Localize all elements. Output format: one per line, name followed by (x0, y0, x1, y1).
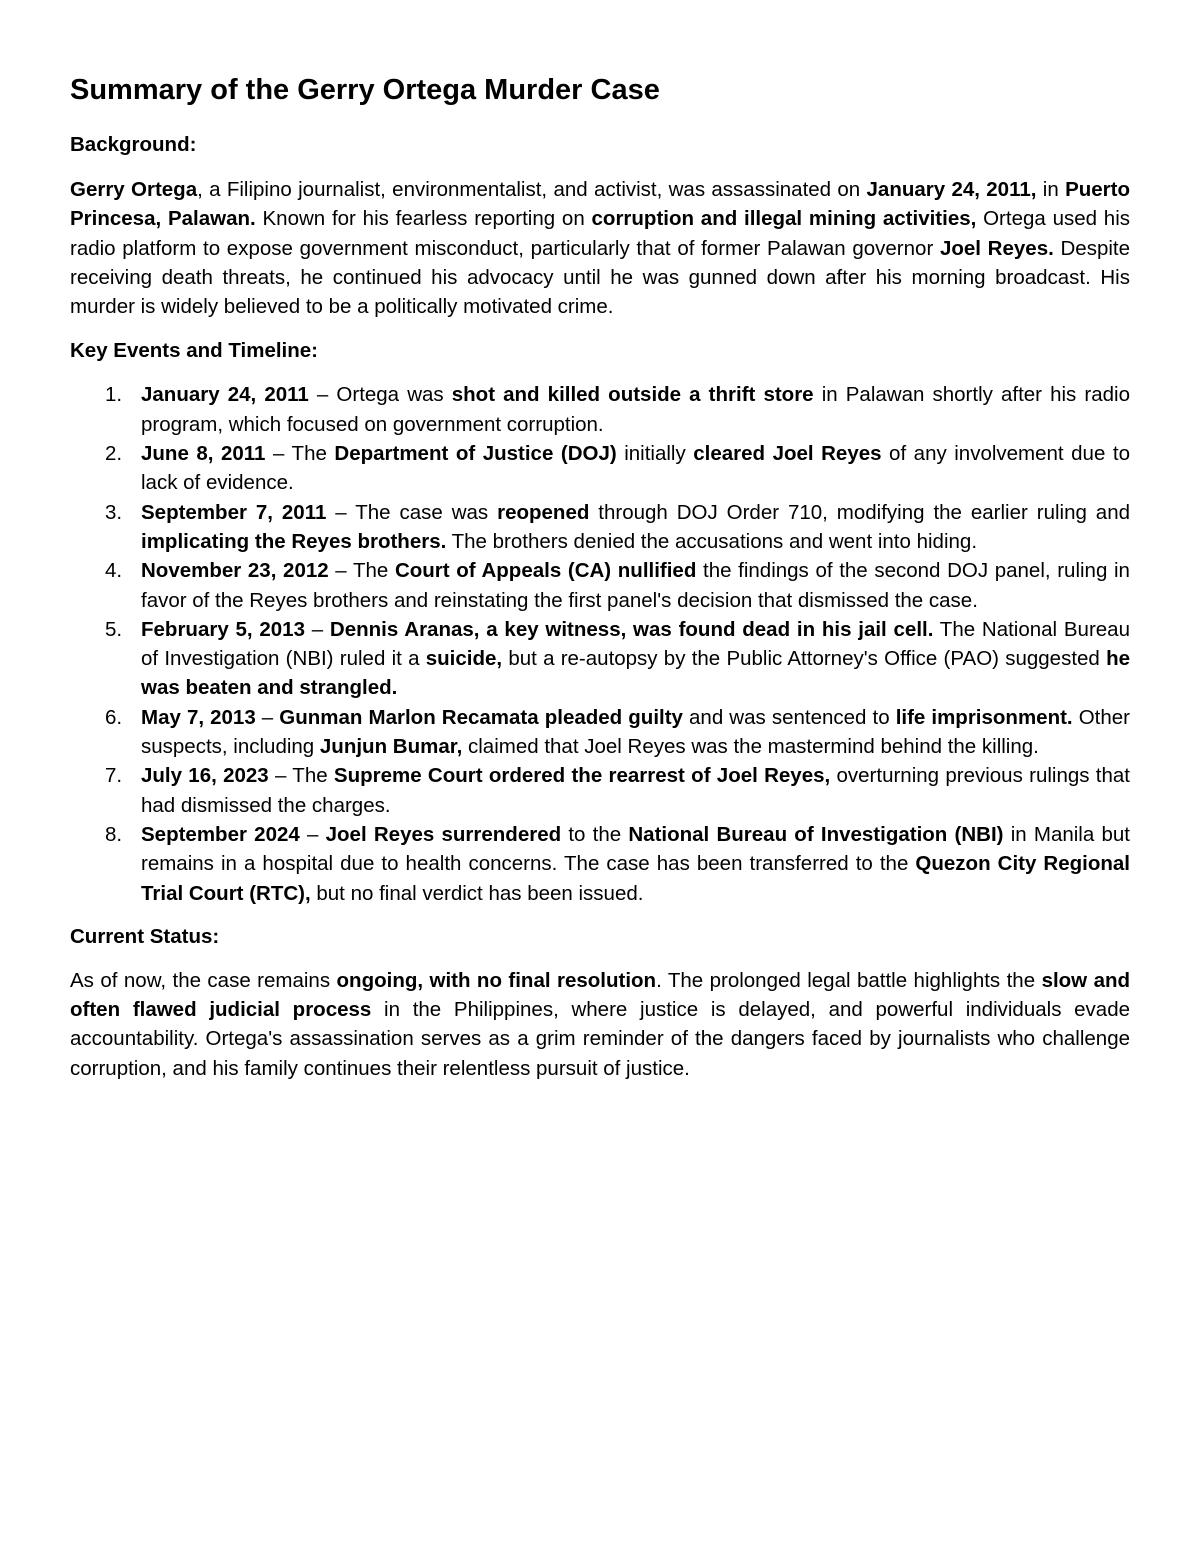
text-run: claimed that Joel Reyes was the mastermind behind the killing. (462, 735, 1039, 759)
timeline-list (70, 380, 1130, 907)
text-run: – (304, 617, 330, 641)
bold-text-run: Gerry Ortega (70, 178, 198, 201)
timeline-item-number: 7. (105, 764, 123, 788)
timeline-item-number: 6. (105, 705, 123, 729)
current-status-heading: Current Status: (70, 924, 220, 948)
bold-text-run: shot and killed outside a thrift store (451, 383, 814, 407)
bold-text-run: January 24, 2011, (866, 178, 1037, 201)
text-run: in the Philippines, where justice is delayed, and powerful individuals evade accountability. Ortega's assassination serves as a grim reminder of the dangers faced by journalists who challenge corruption, and his family continues their relentless pursuit of justice. (70, 998, 1131, 1080)
text-run: Despite receiving death threats, he continued his advocacy until he was gunned down after his morning broadcast. His murder is widely believed to be a politically motivated crime. (70, 236, 1130, 319)
bold-text-run: reopened (497, 500, 590, 524)
timeline-item (70, 498, 1130, 557)
bold-text-run: January 24, 2011 (141, 383, 309, 407)
text-run: Other suspects, including (141, 705, 1130, 759)
current-status-paragraph (70, 966, 1130, 1083)
bold-text-run: slow and often flawed judicial process (70, 968, 1131, 1022)
document-page (70, 68, 1130, 1083)
timeline-item-text (141, 823, 1130, 905)
timeline-item-number: 5. (105, 617, 123, 641)
text-run: the findings of the second DOJ panel, ruling in favor of the Reyes brothers and reinstating the first panel's decision that dismissed the case. (141, 559, 1130, 612)
text-run: – The (268, 764, 334, 788)
timeline-item (70, 380, 1130, 439)
timeline-item-text (141, 764, 1130, 816)
bold-text-run: Dennis Aranas, a key witness, was found dead in his jail cell. (329, 617, 934, 641)
timeline-item-number: 3. (105, 500, 123, 524)
text-run: initially (616, 442, 694, 466)
bold-text-run: National Bureau of Investigation (NBI) (628, 822, 1004, 846)
bold-text-run: Joel Reyes. (939, 236, 1054, 260)
timeline-item-number: 8. (105, 822, 123, 846)
bold-text-run: May 7, 2013 (141, 705, 256, 729)
text-run: of any involvement due to lack of evidence. (141, 442, 1130, 495)
text-run: – The (328, 559, 395, 583)
text-run: The National Bureau of Investigation (NBI) ruled it a (141, 617, 1130, 671)
text-run: Ortega used his radio platform to expose government misconduct, particularly that of former Palawan governor (70, 207, 1131, 260)
timeline-item (70, 820, 1130, 908)
bold-text-run: Quezon City Regional Trial Court (RTC), (141, 852, 1130, 905)
document-title: Summary of the Gerry Ortega Murder Case (70, 74, 660, 106)
bold-text-run: February 5, 2013 (141, 617, 305, 641)
bold-text-run: cleared Joel Reyes (693, 442, 882, 466)
bold-text-run: corruption and illegal mining activities, (591, 207, 977, 231)
text-run: . The prolonged legal battle highlights the (656, 968, 1042, 992)
text-run: in (1036, 178, 1066, 201)
timeline-item-number: 1. (105, 383, 123, 407)
timeline-item-number: 4. (105, 559, 123, 583)
bold-text-run: Junjun Bumar, (319, 735, 463, 759)
text-run: overturning previous rulings that had dismissed the charges. (141, 764, 1130, 817)
bold-text-run: Department of Justice (DOJ) (334, 442, 617, 466)
bold-text-run: September 2024 (141, 822, 300, 846)
timeline-item (70, 615, 1130, 703)
text-run: – The (265, 442, 335, 466)
timeline-item (70, 761, 1130, 820)
timeline-item (70, 439, 1130, 498)
text-run: – (299, 822, 326, 846)
bold-text-run: Joel Reyes surrendered (325, 822, 562, 846)
text-run: , a Filipino journalist, environmentalist, and activist, was assassinated on (197, 178, 867, 201)
text-run: – (255, 705, 280, 729)
text-run: but a re-autopsy by the Public Attorney's Office (PAO) suggested (502, 647, 1107, 671)
bold-text-run: he was beaten and strangled. (141, 647, 1131, 700)
timeline-item-text (141, 442, 1130, 494)
text-run: and was sentenced to (682, 705, 896, 729)
bold-text-run: life imprisonment. (895, 705, 1073, 729)
text-run: but no final verdict has been issued. (310, 881, 644, 905)
text-run: to the (561, 822, 629, 846)
text-run: Known for his fearless reporting on (255, 207, 592, 231)
bold-text-run: July 16, 2023 (141, 764, 269, 788)
text-run: – Ortega was (308, 383, 452, 407)
background-paragraph (70, 175, 1130, 321)
background-heading: Background: (70, 133, 197, 156)
text-run: in Palawan shortly after his radio program, which focused on government corruption. (141, 383, 1130, 436)
text-run: in Manila but remains in a hospital due to health concerns. The case has been transferred to the (141, 822, 1130, 876)
key-events-heading: Key Events and Timeline: (70, 339, 318, 363)
bold-text-run: Supreme Court ordered the rearrest of Joel Reyes, (333, 764, 831, 788)
bold-text-run: implicating the Reyes brothers. (141, 529, 447, 553)
text-run: As of now, the case remains (70, 968, 337, 992)
text-run: through DOJ Order 710, modifying the earlier ruling and (589, 500, 1131, 524)
bold-text-run: suicide, (425, 647, 503, 671)
bold-text-run: ongoing, with no final resolution (336, 968, 657, 992)
bold-text-run: Court of Appeals (CA) nullified (394, 559, 697, 583)
timeline-item-text (141, 618, 1130, 700)
text-run: – The case was (326, 500, 498, 524)
timeline-item-text (141, 501, 1130, 553)
text-run: The brothers denied the accusations and went into hiding. (446, 529, 978, 553)
timeline-item-number: 2. (105, 442, 123, 466)
bold-text-run: November 23, 2012 (141, 559, 329, 583)
timeline-item-text (141, 559, 1130, 611)
timeline-item-text (141, 383, 1130, 435)
timeline-item (70, 556, 1130, 615)
timeline-item-text (141, 706, 1130, 758)
timeline-item (70, 703, 1130, 762)
bold-text-run: September 7, 2011 (141, 500, 327, 524)
bold-text-run: Gunman Marlon Recamata pleaded guilty (279, 705, 683, 729)
bold-text-run: Puerto Princesa, Palawan. (70, 178, 1130, 231)
bold-text-run: June 8, 2011 (141, 442, 266, 466)
